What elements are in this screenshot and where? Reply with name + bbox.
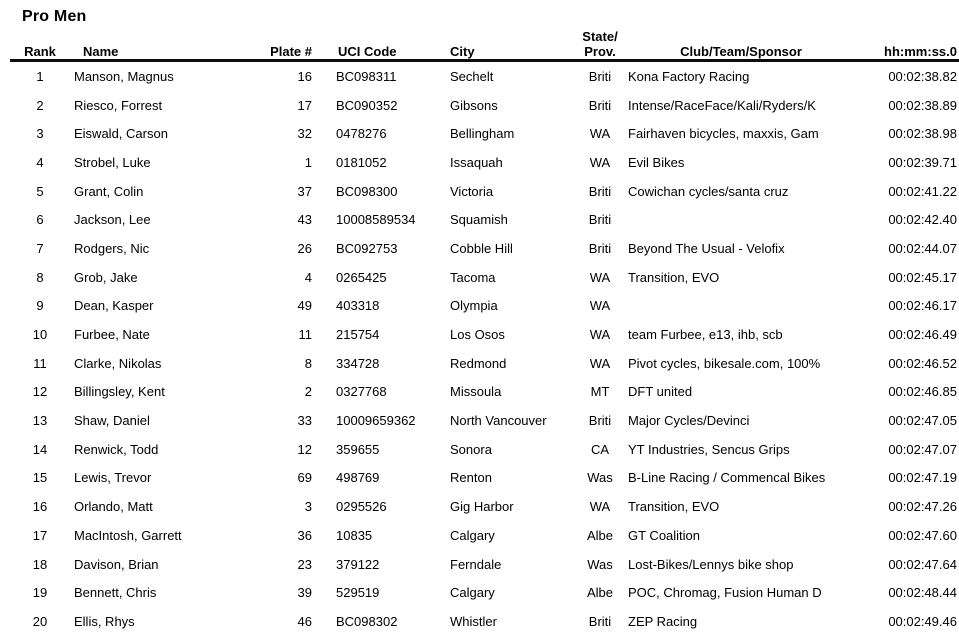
cell-club-team-sponsor: DFT united bbox=[628, 384, 693, 400]
cell-club-team-sponsor: GT Coalition bbox=[628, 527, 701, 543]
header-name: Name bbox=[83, 44, 119, 59]
cell-plate-number: 32 bbox=[297, 126, 312, 142]
cell-state-prov: Albe bbox=[586, 585, 614, 601]
cell-plate-number: 69 bbox=[297, 470, 312, 486]
cell-club-team-sponsor: Kona Factory Racing bbox=[628, 68, 750, 84]
cell-uci-code: 0181052 bbox=[336, 154, 387, 170]
cell-uci-code: 10008589534 bbox=[336, 212, 416, 228]
table-row bbox=[0, 292, 959, 321]
cell-club-team-sponsor: Transition, EVO bbox=[628, 269, 720, 285]
table-row bbox=[0, 91, 959, 120]
cell-club-team-sponsor: Major Cycles/Devinci bbox=[628, 413, 750, 429]
table-row bbox=[0, 234, 959, 263]
cell-name: Bennett, Chris bbox=[74, 585, 157, 601]
cell-club-team-sponsor: Transition, EVO bbox=[628, 499, 720, 515]
table-row bbox=[0, 550, 959, 579]
table-row bbox=[0, 320, 959, 349]
cell-plate-number: 46 bbox=[297, 613, 312, 629]
cell-state-prov: Was bbox=[587, 470, 613, 486]
cell-rank: 19 bbox=[32, 585, 48, 601]
header-state-line2: Prov. bbox=[584, 44, 616, 59]
cell-time: 00:02:46.85 bbox=[888, 384, 957, 400]
cell-rank: 17 bbox=[32, 527, 48, 543]
cell-state-prov: WA bbox=[589, 499, 611, 515]
cell-rank: 10 bbox=[32, 327, 48, 343]
cell-city: Renton bbox=[450, 470, 492, 486]
cell-rank: 20 bbox=[32, 613, 48, 629]
cell-time: 00:02:42.40 bbox=[888, 212, 957, 228]
header-city: City bbox=[450, 44, 475, 59]
cell-rank: 8 bbox=[36, 269, 44, 285]
cell-time: 00:02:45.17 bbox=[888, 269, 957, 285]
cell-time: 00:02:38.82 bbox=[888, 68, 957, 84]
cell-rank: 15 bbox=[32, 470, 48, 486]
cell-uci-code: 0327768 bbox=[336, 384, 387, 400]
cell-rank: 3 bbox=[36, 126, 44, 142]
cell-state-prov: Briti bbox=[588, 240, 612, 256]
cell-city: North Vancouver bbox=[450, 413, 547, 429]
cell-club-team-sponsor: YT Industries, Sencus Grips bbox=[628, 441, 790, 457]
cell-name: Billingsley, Kent bbox=[74, 384, 165, 400]
cell-club-team-sponsor: Lost-Bikes/Lennys bike shop bbox=[628, 556, 794, 572]
cell-state-prov: Briti bbox=[588, 613, 612, 629]
table-row bbox=[0, 119, 959, 148]
table-row bbox=[0, 177, 959, 206]
cell-club-team-sponsor: Evil Bikes bbox=[628, 154, 685, 170]
cell-uci-code: 359655 bbox=[336, 441, 380, 457]
cell-city: Issaquah bbox=[450, 154, 503, 170]
cell-city: Victoria bbox=[450, 183, 494, 199]
cell-name: Dean, Kasper bbox=[74, 298, 154, 314]
cell-uci-code: 498769 bbox=[336, 470, 380, 486]
cell-club-team-sponsor: team Furbee, e13, ihb, scb bbox=[628, 327, 783, 343]
table-header-row bbox=[0, 28, 959, 59]
table-row bbox=[0, 607, 959, 636]
cell-state-prov: Albe bbox=[586, 527, 614, 543]
cell-state-prov: WA bbox=[589, 126, 611, 142]
cell-time: 00:02:48.44 bbox=[888, 585, 957, 601]
table-row bbox=[0, 148, 959, 177]
cell-name: Renwick, Todd bbox=[74, 441, 159, 457]
cell-uci-code: 379122 bbox=[336, 556, 380, 572]
cell-time: 00:02:46.17 bbox=[888, 298, 957, 314]
cell-rank: 14 bbox=[32, 441, 48, 457]
cell-plate-number: 23 bbox=[297, 556, 312, 572]
cell-city: Whistler bbox=[450, 613, 497, 629]
cell-time: 00:02:49.46 bbox=[888, 613, 957, 629]
cell-city: Gibsons bbox=[450, 97, 498, 113]
cell-city: Olympia bbox=[450, 298, 498, 314]
table-row bbox=[0, 464, 959, 493]
cell-name: Strobel, Luke bbox=[74, 154, 151, 170]
cell-uci-code: 10835 bbox=[336, 527, 373, 543]
cell-name: Davison, Brian bbox=[74, 556, 159, 572]
cell-rank: 2 bbox=[36, 97, 44, 113]
cell-time: 00:02:44.07 bbox=[888, 240, 957, 256]
cell-name: Furbee, Nate bbox=[74, 327, 150, 343]
cell-club-team-sponsor: Pivot cycles, bikesale.com, 100% bbox=[628, 355, 821, 371]
cell-club-team-sponsor: Beyond The Usual - Velofix bbox=[628, 240, 785, 256]
cell-rank: 13 bbox=[32, 413, 48, 429]
results-rows bbox=[0, 62, 959, 636]
cell-plate-number: 2 bbox=[304, 384, 312, 400]
cell-plate-number: 26 bbox=[297, 240, 312, 256]
cell-city: Tacoma bbox=[450, 269, 496, 285]
table-row bbox=[0, 578, 959, 607]
cell-uci-code: 10009659362 bbox=[336, 413, 416, 429]
cell-state-prov: Briti bbox=[588, 97, 612, 113]
cell-club-team-sponsor: Fairhaven bicycles, maxxis, Gam bbox=[628, 126, 819, 142]
cell-name: Jackson, Lee bbox=[74, 212, 151, 228]
cell-city: Ferndale bbox=[450, 556, 502, 572]
header-state-line1: State/ bbox=[582, 29, 618, 44]
cell-uci-code: BC092753 bbox=[336, 240, 398, 256]
cell-state-prov: WA bbox=[589, 269, 611, 285]
header-rank: Rank bbox=[24, 44, 56, 59]
cell-club-team-sponsor: Cowichan cycles/santa cruz bbox=[628, 183, 789, 199]
cell-state-prov: WA bbox=[589, 154, 611, 170]
table-row bbox=[0, 263, 959, 292]
cell-rank: 11 bbox=[33, 355, 47, 371]
cell-uci-code: 0478276 bbox=[336, 126, 387, 142]
cell-uci-code: BC090352 bbox=[336, 97, 398, 113]
cell-time: 00:02:47.07 bbox=[888, 441, 957, 457]
header-state-prov bbox=[578, 29, 622, 59]
cell-city: Redmond bbox=[450, 355, 507, 371]
cell-time: 00:02:46.49 bbox=[888, 327, 957, 343]
cell-name: Grob, Jake bbox=[74, 269, 138, 285]
cell-time: 00:02:47.05 bbox=[888, 413, 957, 429]
cell-plate-number: 12 bbox=[297, 441, 312, 457]
cell-plate-number: 39 bbox=[297, 585, 312, 601]
cell-name: Orlando, Matt bbox=[74, 499, 153, 515]
cell-state-prov: Briti bbox=[588, 413, 612, 429]
header-time: hh:mm:ss.0 bbox=[884, 44, 957, 59]
cell-uci-code: 334728 bbox=[336, 355, 380, 371]
cell-plate-number: 8 bbox=[304, 355, 312, 371]
cell-name: Lewis, Trevor bbox=[74, 470, 152, 486]
cell-city: Los Osos bbox=[450, 327, 505, 343]
cell-uci-code: BC098311 bbox=[336, 68, 397, 84]
cell-uci-code: 403318 bbox=[336, 298, 380, 314]
table-row bbox=[0, 521, 959, 550]
cell-name: Riesco, Forrest bbox=[74, 97, 163, 113]
cell-time: 00:02:47.64 bbox=[888, 556, 957, 572]
cell-name: Ellis, Rhys bbox=[74, 613, 135, 629]
cell-time: 00:02:47.19 bbox=[888, 470, 957, 486]
cell-state-prov: Briti bbox=[588, 212, 612, 228]
cell-club-team-sponsor: B-Line Racing / Commencal Bikes bbox=[628, 470, 826, 486]
cell-time: 00:02:47.26 bbox=[888, 499, 957, 515]
cell-club-team-sponsor: Intense/RaceFace/Kali/Ryders/K bbox=[628, 97, 816, 113]
cell-state-prov: WA bbox=[589, 298, 611, 314]
cell-city: Missoula bbox=[450, 384, 502, 400]
cell-time: 00:02:38.89 bbox=[888, 97, 957, 113]
cell-rank: 18 bbox=[32, 556, 48, 572]
header-club-team-sponsor: Club/Team/Sponsor bbox=[680, 44, 802, 59]
cell-plate-number: 43 bbox=[297, 212, 312, 228]
cell-state-prov: WA bbox=[589, 355, 611, 371]
cell-uci-code: 0265425 bbox=[336, 269, 387, 285]
cell-plate-number: 17 bbox=[297, 97, 312, 113]
cell-name: Shaw, Daniel bbox=[74, 413, 150, 429]
cell-name: Grant, Colin bbox=[74, 183, 144, 199]
cell-state-prov: Briti bbox=[588, 183, 612, 199]
table-row bbox=[0, 492, 959, 521]
cell-plate-number: 11 bbox=[298, 327, 312, 343]
cell-state-prov: WA bbox=[589, 327, 611, 343]
header-uci-code: UCI Code bbox=[338, 44, 397, 59]
cell-uci-code: BC098300 bbox=[336, 183, 398, 199]
cell-city: Bellingham bbox=[450, 126, 515, 142]
table-row bbox=[0, 378, 959, 407]
cell-rank: 9 bbox=[36, 298, 44, 314]
cell-plate-number: 36 bbox=[297, 527, 312, 543]
cell-uci-code: 529519 bbox=[336, 585, 380, 601]
cell-plate-number: 49 bbox=[297, 298, 312, 314]
cell-time: 00:02:47.60 bbox=[888, 527, 957, 543]
cell-city: Gig Harbor bbox=[450, 499, 514, 515]
cell-name: Rodgers, Nic bbox=[74, 240, 150, 256]
table-row bbox=[0, 349, 959, 378]
cell-rank: 7 bbox=[36, 240, 44, 256]
cell-city: Calgary bbox=[450, 585, 495, 601]
cell-city: Squamish bbox=[450, 212, 508, 228]
cell-uci-code: 0295526 bbox=[336, 499, 387, 515]
cell-name: Manson, Magnus bbox=[74, 68, 174, 84]
cell-uci-code: BC098302 bbox=[336, 613, 398, 629]
cell-name: MacIntosh, Garrett bbox=[74, 527, 182, 543]
cell-name: Clarke, Nikolas bbox=[74, 355, 162, 371]
cell-state-prov: CA bbox=[590, 441, 610, 457]
cell-rank: 5 bbox=[36, 183, 44, 199]
cell-time: 00:02:39.71 bbox=[888, 154, 957, 170]
cell-uci-code: 215754 bbox=[336, 327, 380, 343]
table-row bbox=[0, 62, 959, 91]
cell-city: Cobble Hill bbox=[450, 240, 513, 256]
cell-plate-number: 16 bbox=[297, 68, 312, 84]
cell-city: Sonora bbox=[450, 441, 492, 457]
cell-plate-number: 3 bbox=[304, 499, 312, 515]
cell-city: Calgary bbox=[450, 527, 495, 543]
table-row bbox=[0, 205, 959, 234]
cell-rank: 16 bbox=[32, 499, 48, 515]
cell-state-prov: Was bbox=[587, 556, 613, 572]
page-title: Pro Men bbox=[22, 8, 87, 25]
cell-plate-number: 4 bbox=[304, 269, 312, 285]
cell-time: 00:02:41.22 bbox=[888, 183, 957, 199]
cell-state-prov: Briti bbox=[588, 68, 612, 84]
cell-plate-number: 33 bbox=[297, 413, 312, 429]
table-row bbox=[0, 406, 959, 435]
cell-time: 00:02:46.52 bbox=[888, 355, 957, 371]
cell-club-team-sponsor: POC, Chromag, Fusion Human D bbox=[628, 585, 822, 601]
cell-city: Sechelt bbox=[450, 68, 494, 84]
cell-rank: 4 bbox=[36, 154, 44, 170]
cell-state-prov: MT bbox=[590, 384, 610, 400]
cell-plate-number: 37 bbox=[297, 183, 312, 199]
cell-name: Eiswald, Carson bbox=[74, 126, 168, 142]
cell-plate-number: 1 bbox=[304, 154, 312, 170]
cell-rank: 1 bbox=[36, 68, 44, 84]
table-row bbox=[0, 435, 959, 464]
cell-rank: 12 bbox=[32, 384, 48, 400]
cell-rank: 6 bbox=[36, 212, 44, 228]
cell-time: 00:02:38.98 bbox=[888, 126, 957, 142]
cell-club-team-sponsor: ZEP Racing bbox=[628, 613, 698, 629]
header-plate-number: Plate # bbox=[270, 44, 312, 59]
